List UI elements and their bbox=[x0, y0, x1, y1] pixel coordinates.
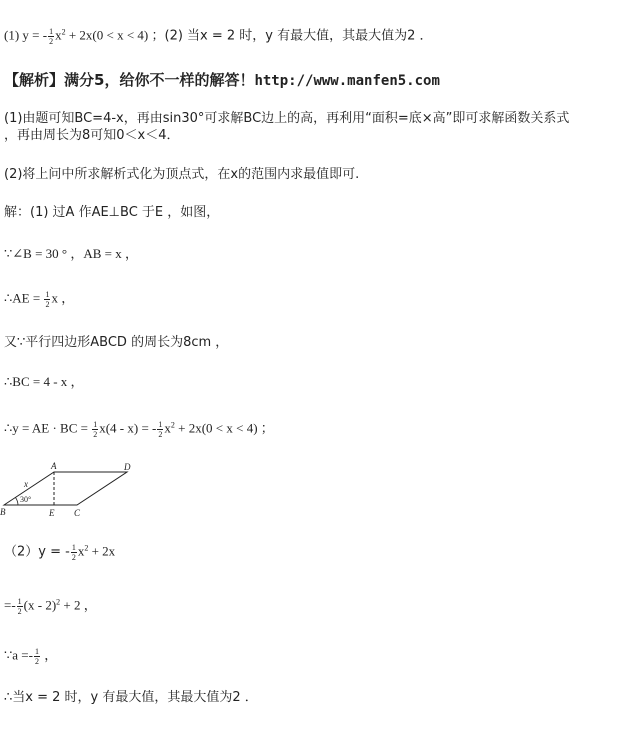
analysis-header bbox=[4, 71, 440, 90]
fraction-denominator: 2 bbox=[45, 300, 50, 309]
exponent: 2 bbox=[84, 543, 89, 553]
variable-x: x bbox=[164, 420, 171, 436]
fraction-numerator: 1 bbox=[158, 420, 163, 429]
angle-arc bbox=[16, 498, 19, 506]
label-a: A bbox=[51, 461, 57, 471]
solution-step-5: ∴BC = 4 - x ， bbox=[4, 374, 84, 389]
label-b: B bbox=[0, 507, 6, 517]
fraction-denominator: 2 bbox=[17, 607, 22, 616]
step-text: x(4 - x) = - bbox=[99, 420, 157, 436]
step-text: =- bbox=[4, 597, 16, 613]
fraction bbox=[71, 543, 77, 562]
step-text: x ， bbox=[51, 290, 75, 306]
solution-step-3 bbox=[4, 290, 74, 309]
answer-part1-label: (1) bbox=[4, 27, 20, 43]
fraction bbox=[44, 290, 50, 309]
label-side-x: x bbox=[24, 479, 28, 489]
variable-x: x bbox=[55, 27, 62, 43]
analysis-line-2: ，再由周长为8可知0＜x＜4． bbox=[4, 128, 180, 143]
answer-part2: ；(2) 当x = 2 时，y 有最大值，其最大值为2 ． bbox=[151, 28, 433, 44]
fraction-numerator: 1 bbox=[17, 597, 22, 606]
answer-y-eq: y = - bbox=[22, 27, 48, 43]
step-text: + 2x(0 < x < 4) ； bbox=[174, 420, 274, 436]
fraction-denominator: 2 bbox=[158, 430, 163, 439]
answer-line bbox=[4, 27, 433, 46]
fraction-numerator: 1 bbox=[34, 647, 39, 656]
fraction bbox=[17, 597, 23, 616]
step-text: ∴y = AE · BC = bbox=[4, 420, 92, 436]
fraction-numerator: 1 bbox=[49, 27, 54, 36]
solution-step-6 bbox=[4, 420, 274, 439]
fraction-numerator: 1 bbox=[71, 543, 76, 552]
fraction-denominator: 2 bbox=[93, 430, 98, 439]
analysis-line-1: (1)由题可知BC=4-x，再由sin30°可求解BC边上的高，再利用“面积=底×高”即可求解函数关系式 bbox=[4, 111, 570, 126]
solution-step-9 bbox=[4, 647, 57, 666]
solution-step-4: 又∵平行四边形ABCD 的周长为8cm ， bbox=[4, 335, 229, 350]
fraction-denominator: 2 bbox=[34, 657, 39, 666]
solution-step-10: ∴当x = 2 时，y 有最大值，其最大值为2 ． bbox=[4, 690, 258, 705]
fraction bbox=[34, 647, 40, 666]
step-text: ∴AE = bbox=[4, 290, 44, 306]
step-text: ， bbox=[40, 647, 58, 663]
step-text: + 2 ， bbox=[60, 597, 97, 613]
label-e: E bbox=[49, 508, 55, 518]
exponent: 2 bbox=[61, 27, 66, 37]
solution-step-8 bbox=[4, 597, 97, 616]
solution-step-2: ∵∠B = 30 ° ，AB = x ， bbox=[4, 246, 139, 261]
fraction-numerator: 1 bbox=[45, 290, 50, 299]
step-text: (x - 2) bbox=[23, 597, 57, 613]
parallelogram-figure bbox=[0, 460, 140, 522]
label-angle: 30° bbox=[20, 495, 32, 504]
analysis-line-3: (2)将上问中所求解析式化为顶点式，在x的范围内求最值即可. bbox=[4, 167, 360, 182]
step-text: （2）y = - bbox=[4, 544, 70, 560]
fraction bbox=[92, 420, 98, 439]
label-d: D bbox=[124, 462, 131, 472]
step-text: ∵a =- bbox=[4, 647, 33, 663]
solution-step-7 bbox=[4, 543, 115, 562]
exponent: 2 bbox=[170, 420, 175, 430]
header-text: 【解析】满分5，给你不一样的解答！ bbox=[4, 71, 255, 89]
answer-rest: + 2x(0 < x < 4) bbox=[65, 27, 149, 43]
fraction-numerator: 1 bbox=[93, 420, 98, 429]
fraction-denominator: 2 bbox=[71, 553, 76, 562]
fraction bbox=[157, 420, 163, 439]
fraction bbox=[48, 27, 54, 46]
fraction-denominator: 2 bbox=[49, 37, 54, 46]
header-url: http://www.manfen5.com bbox=[254, 73, 440, 89]
label-c: C bbox=[74, 508, 81, 518]
exponent: 2 bbox=[56, 597, 61, 607]
variable-x: x bbox=[77, 543, 85, 559]
step-text: + 2x bbox=[88, 543, 116, 559]
solution-step-1: 解：(1) 过A 作AE⊥BC 于E ，如图， bbox=[4, 205, 220, 220]
